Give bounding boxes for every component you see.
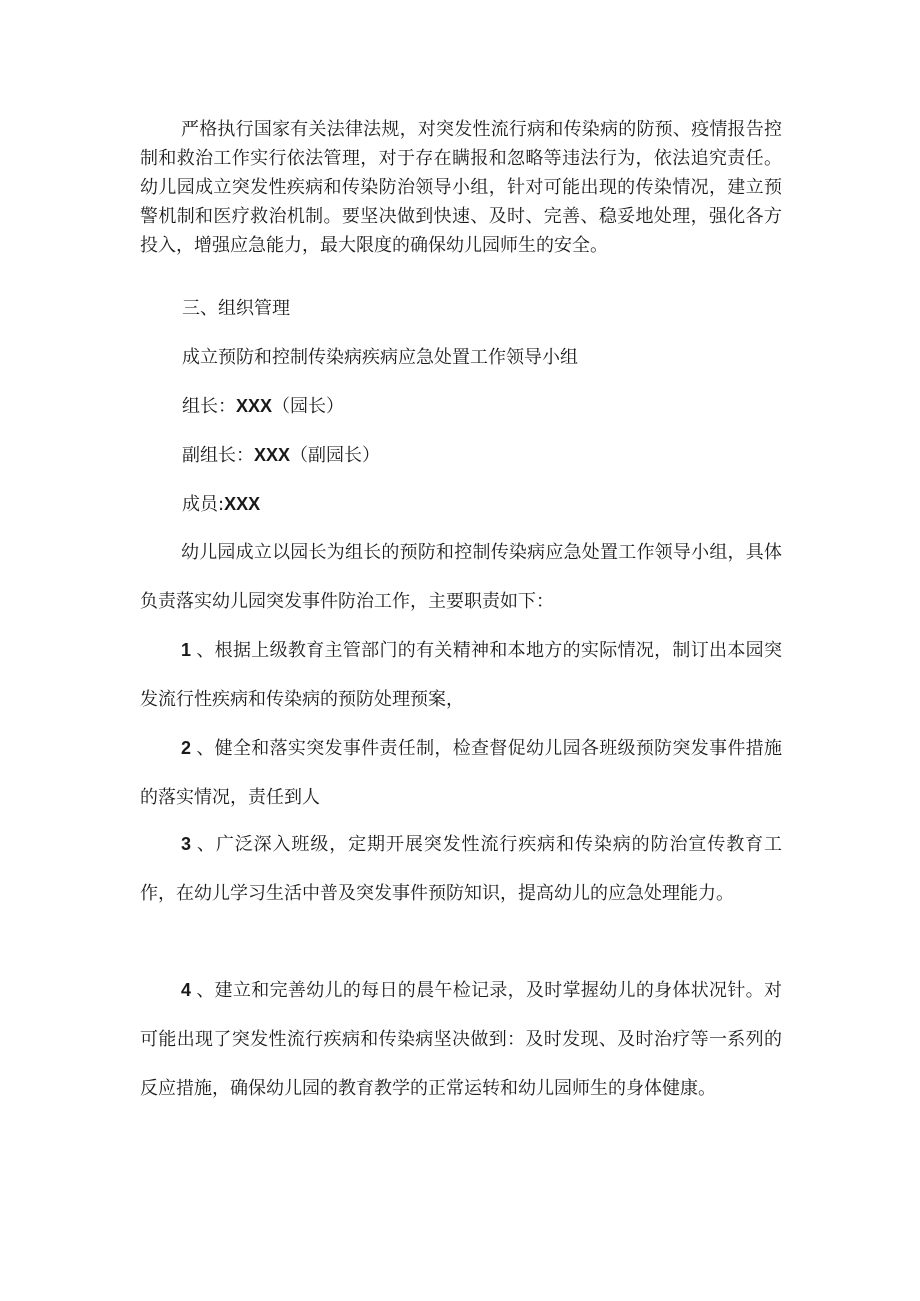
duty-text: 、健全和落实突发事件责任制，检查督促幼儿园各班级预防突发事件措施的落实情况，责任到人 <box>140 738 782 808</box>
duty-number: 2 <box>181 738 192 758</box>
duty-number: 1 <box>181 640 192 660</box>
leader-label: 组长： <box>182 396 236 417</box>
deputy-role: （副园长） <box>290 445 381 466</box>
deputy-label: 副组长： <box>182 445 254 466</box>
duty-number: 4 <box>181 980 192 1000</box>
duty-number: 3 <box>181 834 192 854</box>
deputy-name: XXX <box>254 445 291 465</box>
duty-text: 、建立和完善幼儿的每日的晨午检记录，及时掌握幼儿的身体状况针。对可能出现了突发性流行疾病和传染病坚决做到：及时发现、及时治疗等一系列的反应措施，确保幼儿园的教育教学的正常运转和幼儿园师生的身体健康。 <box>140 980 782 1099</box>
duty-text: 、广泛深入班级，定期开展突发性流行疾病和传染病的防治宣传教育工作，在幼儿学习生活中普及突发事件预防知识，提高幼儿的应急处理能力。 <box>140 834 782 904</box>
duty-text: 、根据上级教育主管部门的有关精神和本地方的实际情况，制订出本园突发流行性疾病和传染病的预防处理预案， <box>140 640 782 710</box>
duty-item-4 <box>140 966 782 1113</box>
members-label: 成员: <box>182 494 225 515</box>
duty-item-2 <box>140 724 782 822</box>
members-line <box>182 490 782 516</box>
members-name: XXX <box>224 494 261 514</box>
duty-item-3 <box>140 820 782 918</box>
duty-item-1 <box>140 626 782 724</box>
deputy-leader-line <box>182 441 782 467</box>
leader-line <box>182 392 782 418</box>
group-title: 成立预防和控制传染病疾病应急处置工作领导小组 <box>182 347 578 368</box>
leader-role: （园长） <box>272 396 345 417</box>
intro-paragraph: 严格执行国家有关法律法规，对突发性流行病和传染病的防预、疫情报告控制和救治工作实行依法管理，对于存在瞒报和忽略等违法行为，依法追究责任。幼儿园成立突发性疾病和传染防治领导小组，针对可能出现的传染情况，建立预警机制和医疗救治机制。要坚决做到快速、及时、完善、稳妥地处理，强化各方投入，增强应急能力，最大限度的确保幼儿园师生的安全。 <box>140 119 782 256</box>
leader-name: XXX <box>236 396 273 416</box>
group-description: 幼儿园成立以园长为组长的预防和控制传染病应急处置工作领导小组，具体负责落实幼儿园突发事件防治工作，主要职责如下： <box>140 542 782 612</box>
section-heading: 三、组织管理 <box>182 298 290 319</box>
